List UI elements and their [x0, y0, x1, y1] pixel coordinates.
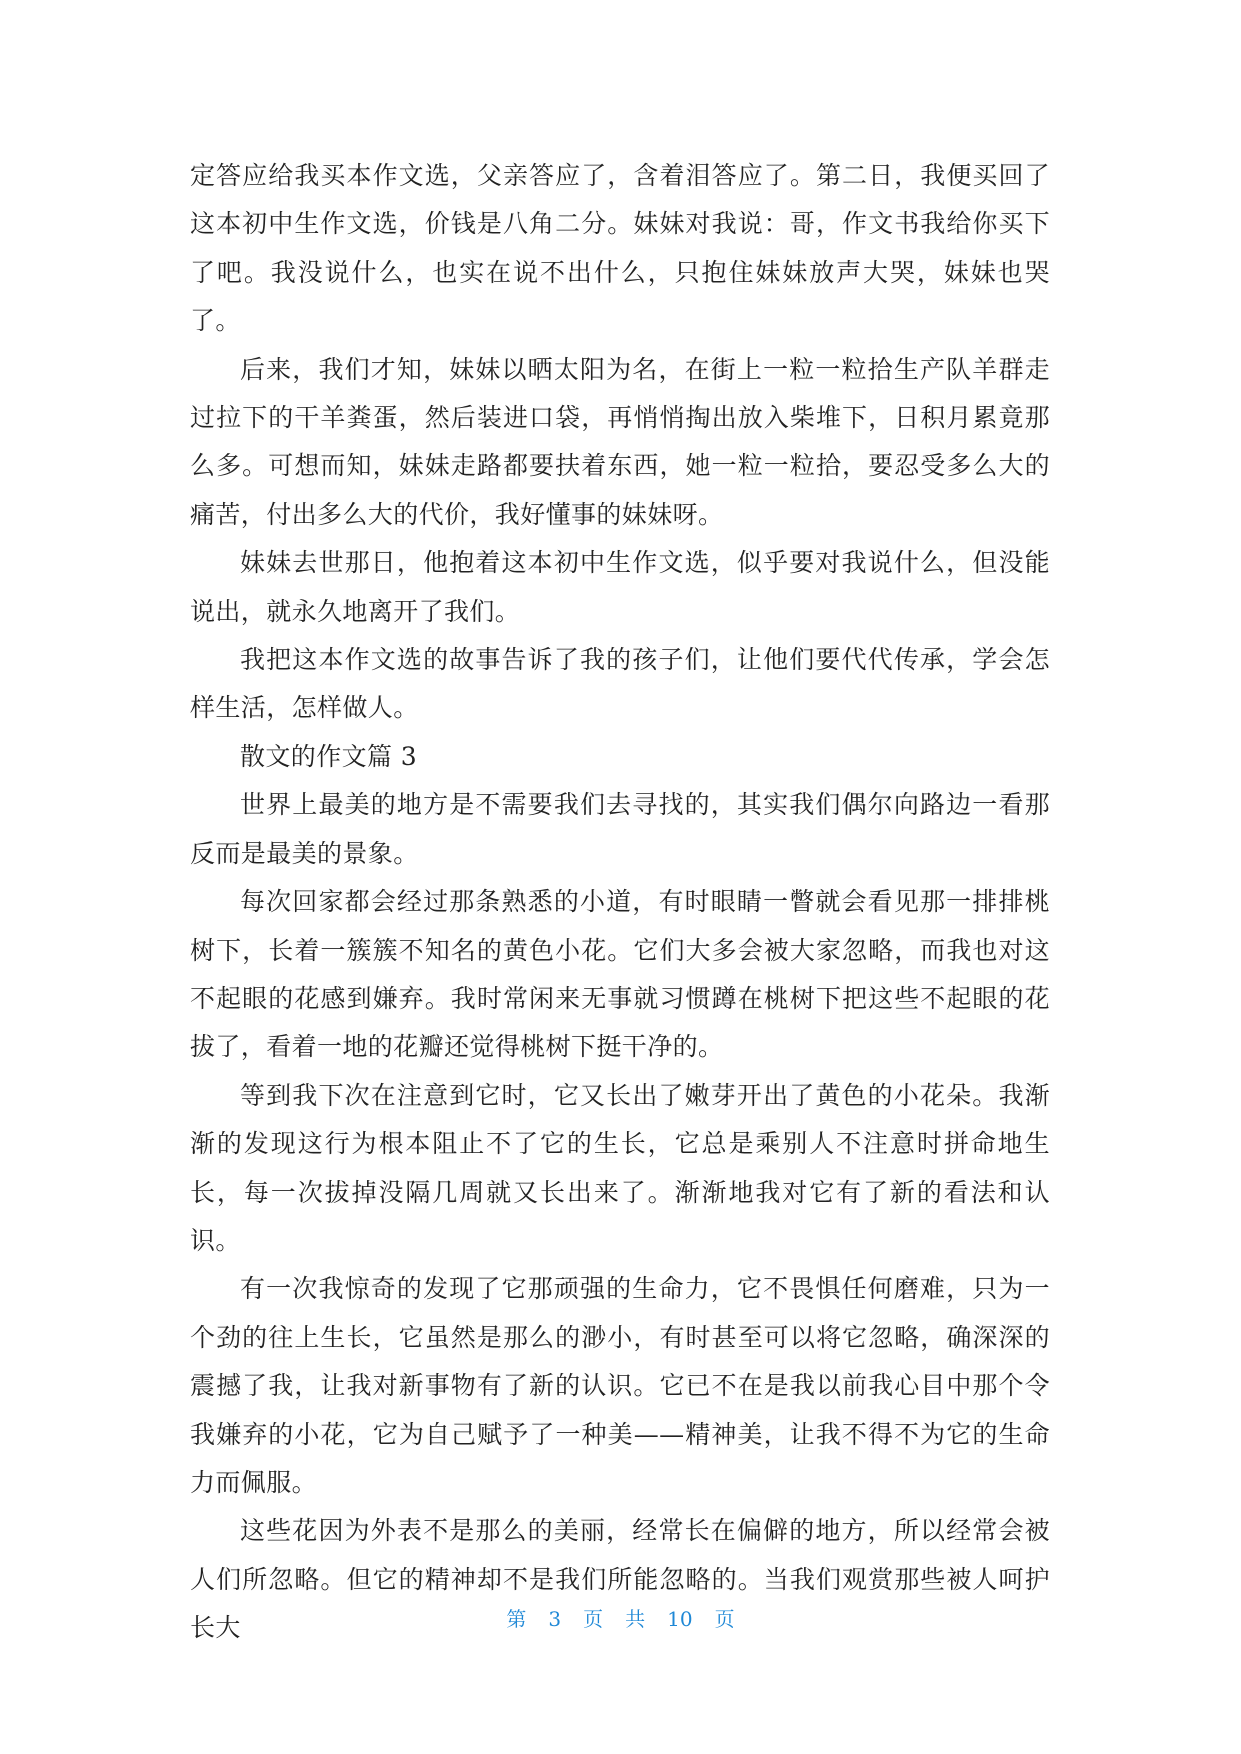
section-heading: 散文的作文篇 3 — [240, 741, 418, 771]
paragraph: 定答应给我买本作文选，父亲答应了，含着泪答应了。第二日，我便买回了这本初中生作文选，价钱是八角二分。妹妹对我说：哥，作文书我给你买下了吧。我没说什么，也实在说不出什么，只抱住妹妹放声大哭，妹妹也哭了。 — [190, 161, 1050, 336]
paragraph: 每次回家都会经过那条熟悉的小道，有时眼睛一瞥就会看见那一排排桃树下，长着一簇簇不知名的黄色小花。它们大多会被大家忽略，而我也对这不起眼的花感到嫌弃。我时常闲来无事就习惯蹲在桃树下把这些不起眼的花拔了，看着一地的花瓣还觉得桃树下挺干净的。 — [190, 887, 1050, 1062]
paragraph: 世界上最美的地方是不需要我们去寻找的，其实我们偶尔向路边一看那反而是最美的景象。 — [190, 790, 1050, 868]
paragraph: 有一次我惊奇的发现了它那顽强的生命力，它不畏惧任何磨难，只为一个劲的往上生长，它虽然是那么的渺小，有时甚至可以将它忽略，确深深的震撼了我，让我对新事物有了新的认识。它已不在是我以前我心目中那个令我嫌弃的小花，它为自己赋予了一种美——精神美，让我不得不为它的生命力而佩服。 — [190, 1274, 1050, 1497]
footer-prefix: 第 — [506, 1607, 527, 1631]
page-footer — [0, 1603, 1241, 1632]
paragraph: 等到我下次在注意到它时，它又长出了嫩芽开出了黄色的小花朵。我渐渐的发现这行为根本阻止不了它的生长，它总是乘别人不注意时拼命地生长，每一次拔掉没隔几周就又长出来了。渐渐地我对它有了新的看法和认识。 — [190, 1080, 1050, 1255]
paragraph: 后来，我们才知，妹妹以晒太阳为名，在街上一粒一粒拾生产队羊群走过拉下的干羊粪蛋，然后装进口袋，再悄悄掏出放入柴堆下，日积月累竟那么多。可想而知，妹妹走路都要扶着东西，她一粒一粒拾，要忍受多么大的痛苦，付出多么大的代价，我好懂事的妹妹呀。 — [190, 354, 1050, 529]
current-page-number: 3 — [548, 1607, 562, 1631]
total-pages-number: 10 — [667, 1607, 693, 1631]
footer-suffix: 页 — [714, 1607, 735, 1631]
paragraph: 妹妹去世那日，他抱着这本初中生作文选，似乎要对我说什么，但没能说出，就永久地离开了我们。 — [190, 548, 1050, 626]
paragraph: 这些花因为外表不是那么的美丽，经常长在偏僻的地方，所以经常会被人们所忽略。但它的精神却不是我们所能忽略的。当我们观赏那些被人呵护长大 — [190, 1516, 1050, 1643]
footer-middle: 页共 — [583, 1607, 668, 1631]
document-body — [190, 152, 1050, 1653]
paragraph: 我把这本作文选的故事告诉了我的孩子们，让他们要代代传承，学会怎样生活，怎样做人。 — [190, 645, 1050, 723]
